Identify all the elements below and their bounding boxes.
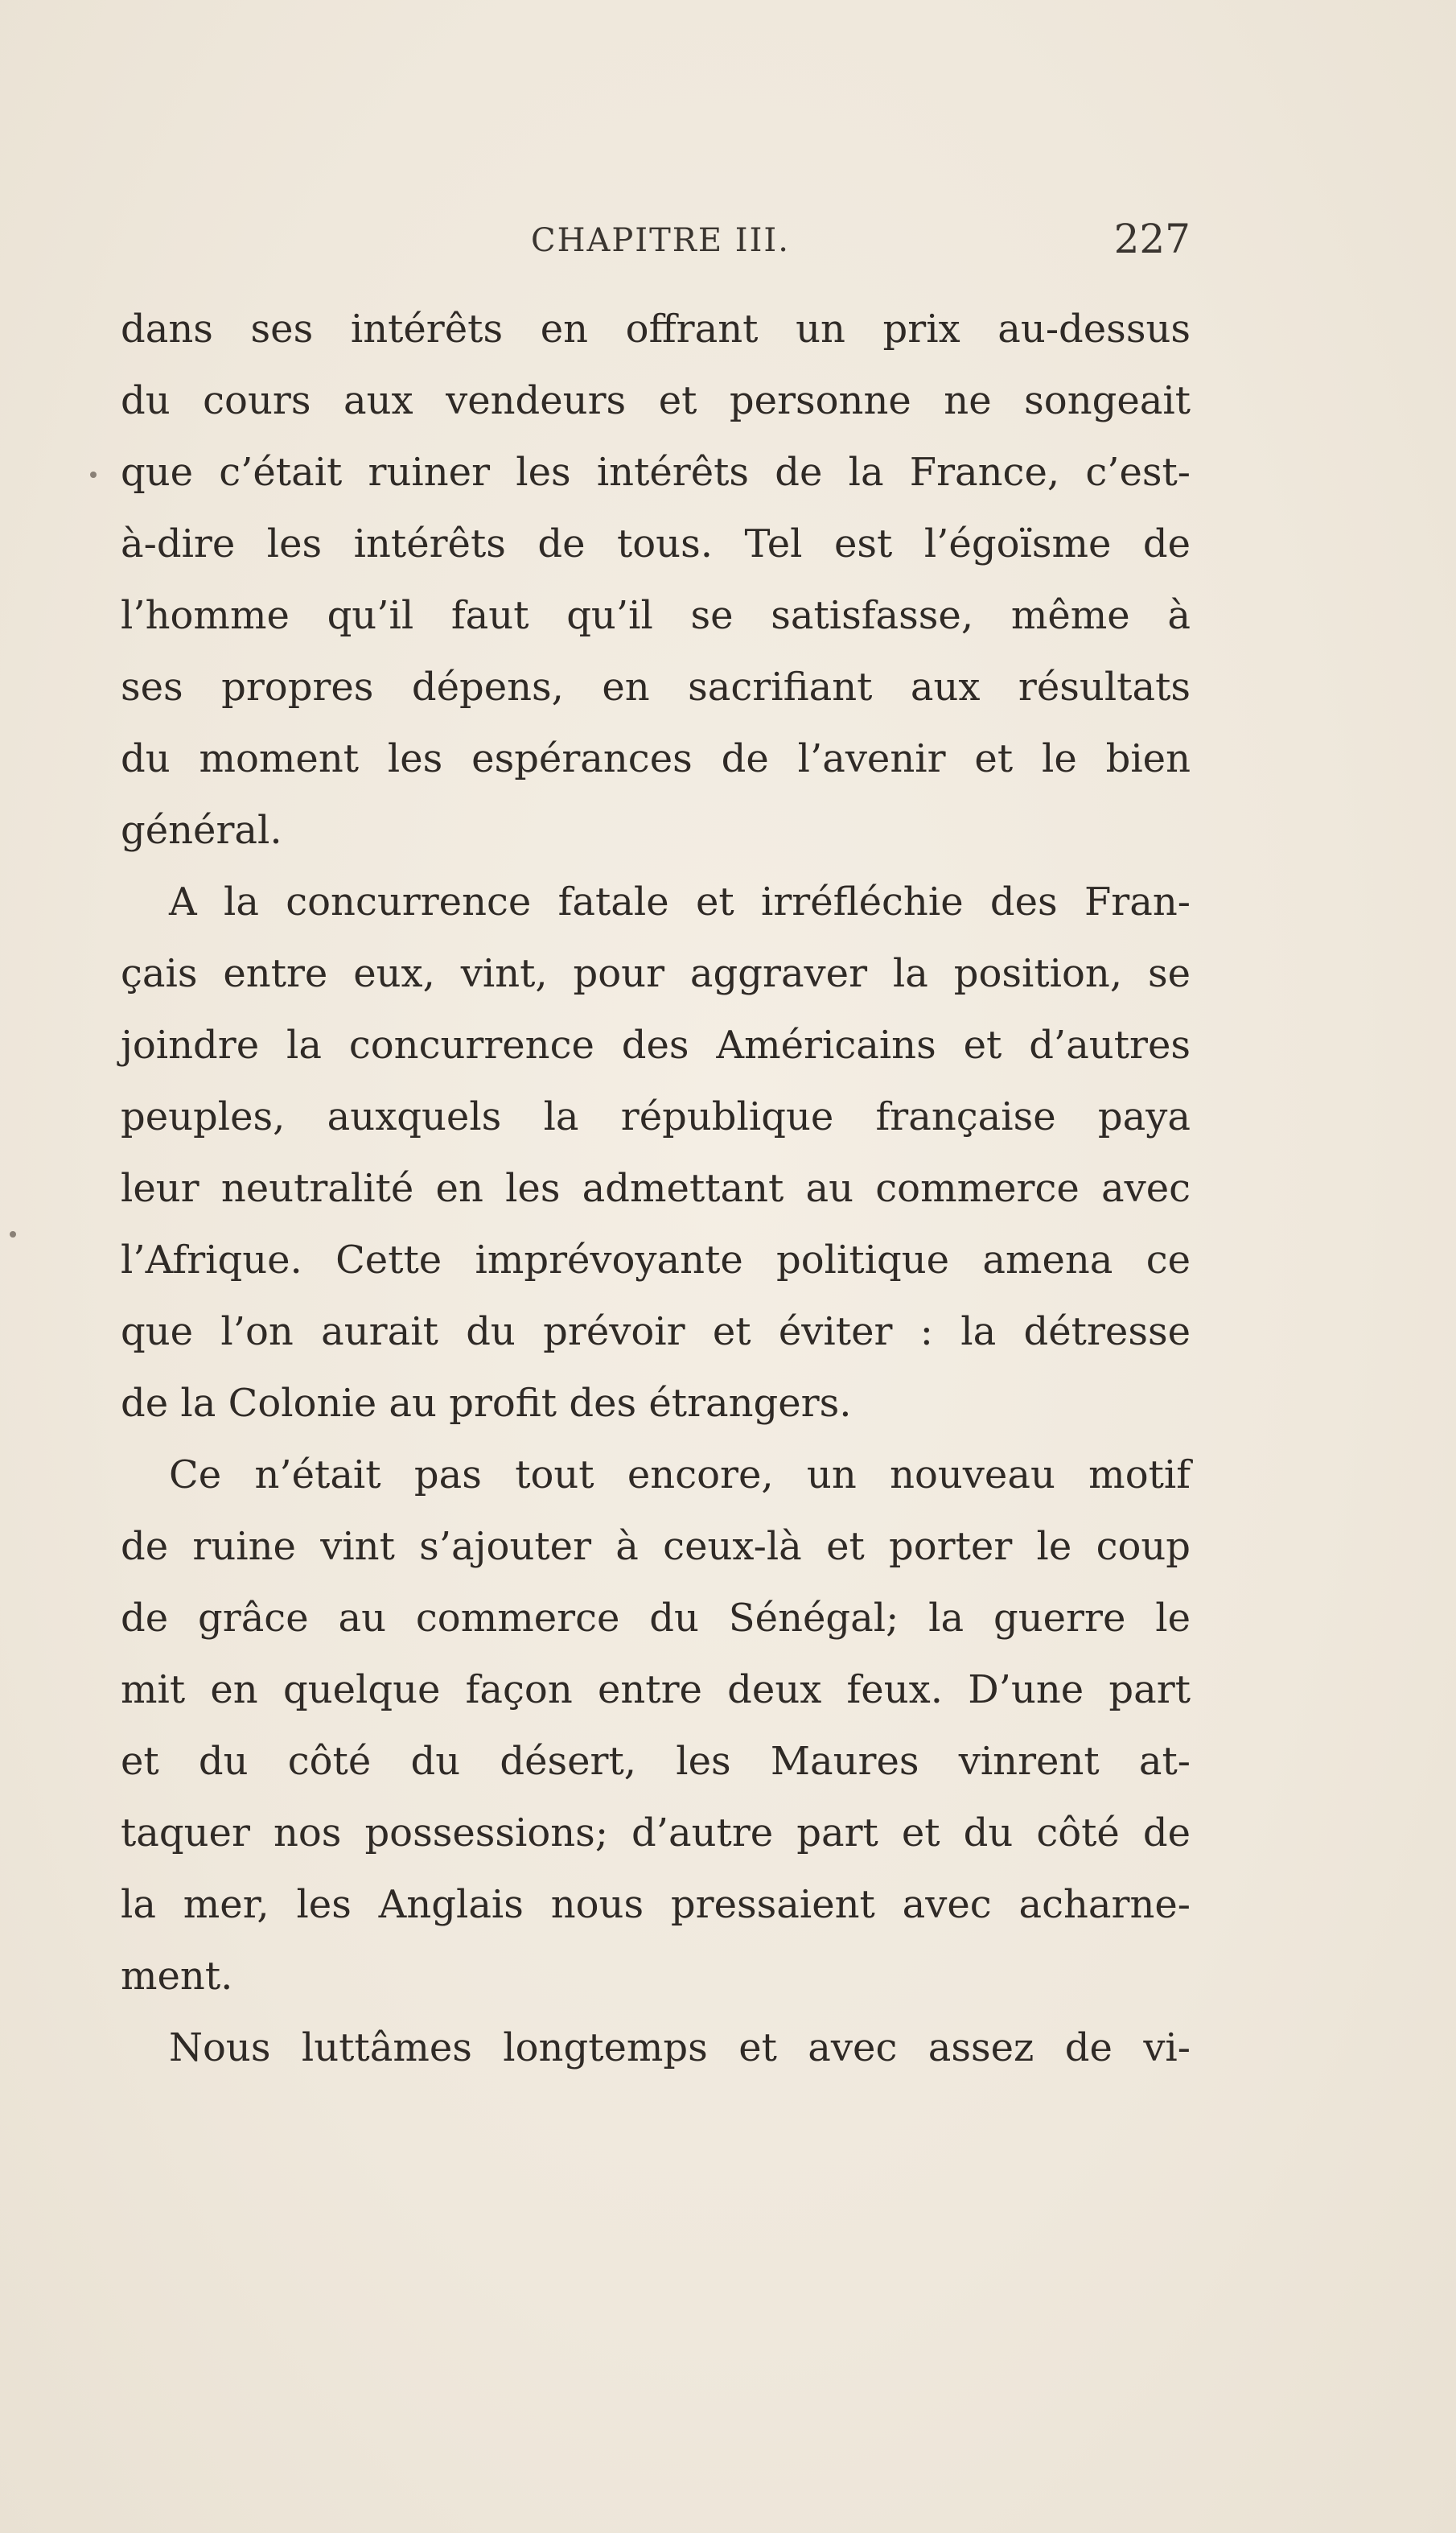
text-line: de grâce au commerce du Sénégal; la guerre le — [121, 1596, 1191, 1641]
text-line: taquer nos possessions; d’autre part et du côté de — [121, 1810, 1191, 1855]
text-line: du cours aux vendeurs et personne ne songeait — [121, 378, 1191, 423]
text-line: de la Colonie au profit des étrangers. — [121, 1381, 852, 1426]
paragraph — [121, 2012, 1191, 2084]
text-line: de ruine vint s’ajouter à ceux-là et porter le coup — [121, 1524, 1191, 1569]
text-line: çais entre eux, vint, pour aggraver la position, se — [121, 951, 1191, 996]
text-line: du moment les espérances de l’avenir et le bien — [121, 736, 1191, 781]
text-line: que c’était ruiner les intérêts de la France, c’est- — [121, 450, 1191, 495]
text-line: Ce n’était pas tout encore, un nouveau motif — [169, 1452, 1191, 1497]
text-line: que l’on aurait du prévoir et éviter : la détresse — [121, 1309, 1191, 1354]
text-line: ment. — [121, 1954, 233, 1999]
text-line: ses propres dépens, en sacrifiant aux résultats — [121, 665, 1191, 710]
paragraph — [121, 1439, 1191, 2012]
text-line: l’homme qu’il faut qu’il se satisfasse, même à — [121, 593, 1191, 638]
text-line: leur neutralité en les admettant au commerce avec — [121, 1166, 1191, 1211]
margin-mark — [90, 472, 97, 478]
text-line: et du côté du désert, les Maures vinrent at- — [121, 1739, 1191, 1784]
text-line: à-dire les intérêts de tous. Tel est l’égoïsme de — [121, 521, 1191, 566]
text-line: A la concurrence fatale et irréfléchie des Fran- — [169, 879, 1191, 925]
text-line: Nous luttâmes longtemps et avec assez de vi- — [169, 2025, 1191, 2070]
chapter-title: CHAPITRE III. — [531, 222, 790, 259]
paragraph — [121, 867, 1191, 1439]
page-number: 227 — [1113, 216, 1191, 262]
text-line: joindre la concurrence des Américains et d’autres — [121, 1023, 1191, 1068]
margin-mark — [10, 1231, 16, 1238]
text-line: la mer, les Anglais nous pressaient avec acharne- — [121, 1882, 1191, 1927]
text-line: général. — [121, 808, 282, 853]
text-line: dans ses intérêts en offrant un prix au-dessus — [121, 307, 1191, 352]
text-line: peuples, auxquels la république française paya — [121, 1094, 1191, 1139]
paragraph — [121, 294, 1191, 867]
body-text — [121, 294, 1191, 2084]
running-head — [121, 216, 1191, 264]
text-line: l’Afrique. Cette imprévoyante politique amena ce — [121, 1238, 1191, 1283]
text-line: mit en quelque façon entre deux feux. D’une part — [121, 1667, 1191, 1712]
